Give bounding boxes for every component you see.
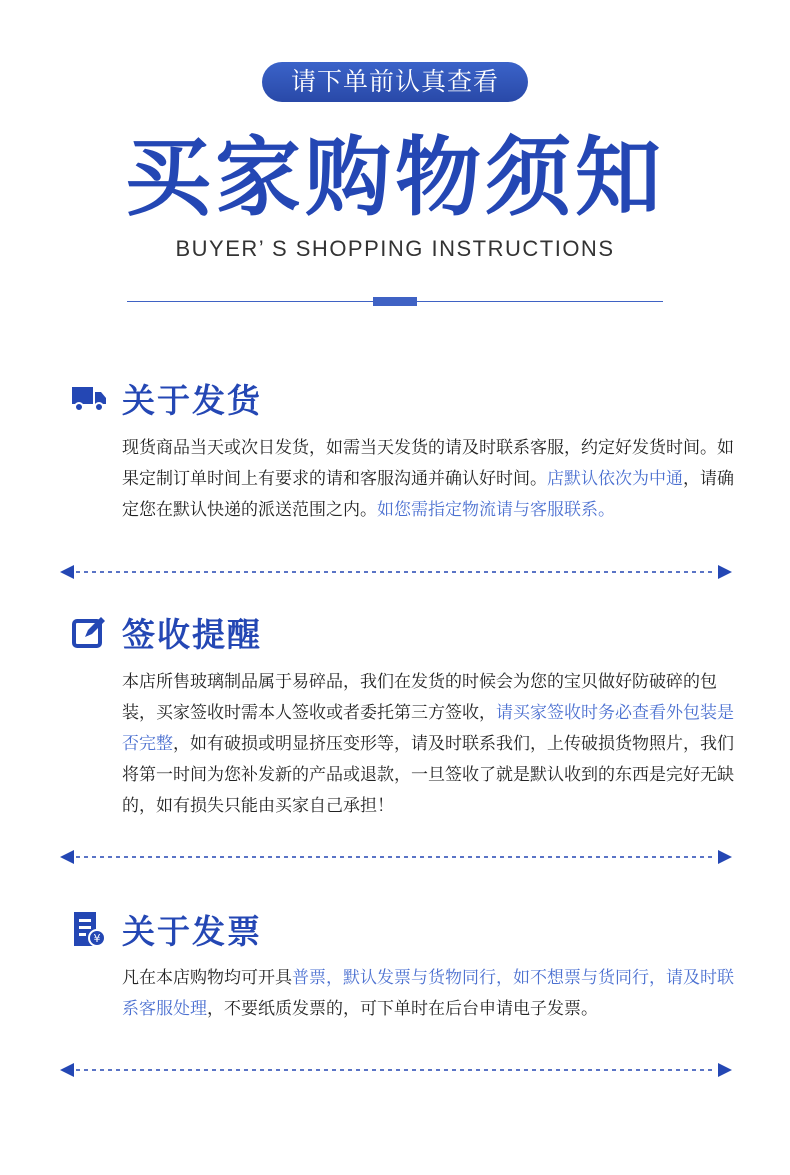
section-signing-header <box>70 610 262 654</box>
section-divider <box>60 850 732 864</box>
page-subtitle: BUYER’ S SHOPPING INSTRUCTIONS <box>175 236 615 261</box>
section-invoice-title: 关于发票 <box>122 911 262 951</box>
edit-sign-icon <box>70 613 108 651</box>
section-invoice-header <box>70 907 262 951</box>
invoice-icon <box>70 910 108 948</box>
section-divider <box>60 565 732 579</box>
svg-text:¥: ¥ <box>93 932 101 945</box>
section-signing-text: 本店所售玻璃制品属于易碎品，我们在发货的时候会为您的宝贝做好防破碎的包装，买家签收时需本人签收或者委托第三方签收，请买家签收时务必查看外包装是否完整，如有破损或明显挤压变形等，请及时联系我们，上传破损货物照片，我们将第一时间为您补发新的产品或退款，一旦签收了就是默认收到的东西是完好无缺的，如有损失只能由买家自己承担！ <box>122 672 734 816</box>
section-shipping-text: 现货商品当天或次日发货，如需当天发货的请及时联系客服，约定好发货时间。如果定制订单时间上有要求的请和客服沟通并确认好时间。店默认依次为中通，请确定您在默认快递的派送范围之内。如您需指定物流请与客服联系。 <box>122 438 734 520</box>
section-divider <box>60 1063 732 1077</box>
page-title: 买家购物须知 <box>125 128 665 228</box>
section-shipping-title: 关于发货 <box>122 380 262 420</box>
notice-pill: 请下单前认真查看 <box>262 62 528 102</box>
title-divider-block <box>373 297 417 306</box>
section-invoice-text: 凡在本店购物均可开具普票，默认发票与货物同行，如不想票与货同行，请及时联系客服处理，不要纸质发票的，可下单时在后台申请电子发票。 <box>122 968 734 1019</box>
truck-icon <box>70 379 108 417</box>
section-shipping-header <box>70 376 262 420</box>
section-signing-title: 签收提醒 <box>122 614 262 654</box>
